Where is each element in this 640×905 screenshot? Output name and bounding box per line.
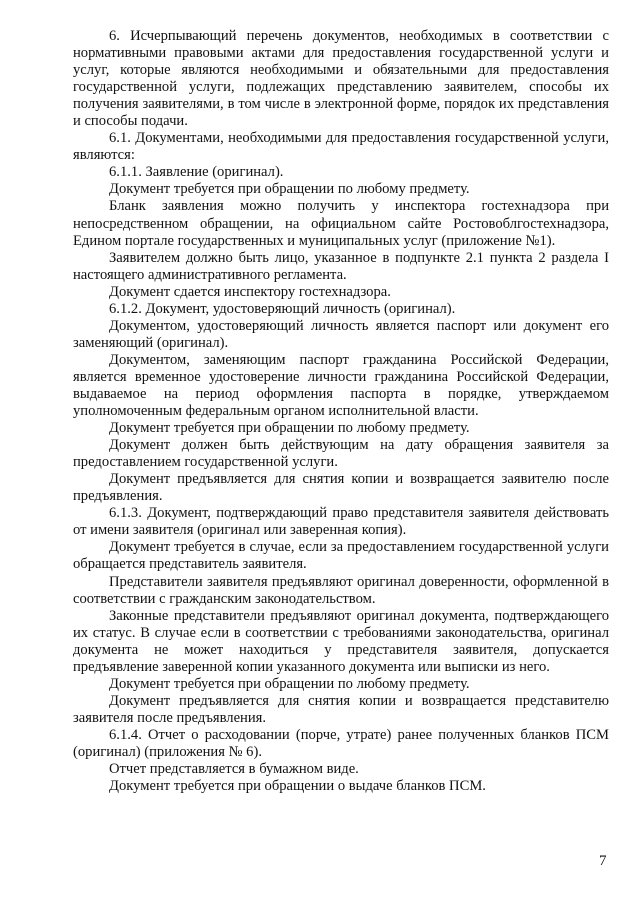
paragraph-text: Документ требуется при обращении о выдаче бланков ПСМ. [109,778,486,795]
paragraph-6-1-3: 6.1.3. Документ, подтверждающий право представителя заявителя действовать от имени заявителя (оригинал или заверенная копия). [73,505,609,539]
paragraph-text: Документ предъявляется для снятия копии и возвращается представителю заявителя после предъявления. [73,692,609,726]
paragraph-text: Документ сдается инспектору гостехнадзора. [109,283,391,300]
paragraph-text: Документ требуется при обращении по любому предмету. [109,675,470,692]
paragraph-text: Отчет представляется в бумажном виде. [109,761,359,778]
paragraph-text: Бланк заявления можно получить у инспектора гостехнадзора при непосредственном обращении, на официальном сайте Ростовоблгостехнадзора, Едином портале государственных и муниципальных услуг (приложение №1). [73,198,609,249]
paragraph-text: Документ требуется при обращении по любому предмету. [109,181,470,198]
paragraph-6: 6. Исчерпывающий перечень документов, необходимых в соответствии с нормативными правовыми актами для предоставления государственной услуги и услуг, которые являются необходимыми и обязательными для предоставления государственной услуги, подлежащих представлению заявителем, способы их получения заявителями, в том числе в электронной форме, порядок их представления и способы подачи. [73,28,609,130]
paragraph-text: Законные представители предъявляют оригинал документа, подтверждающего их статус. В случае если в соответствии с требованиями законодательства, оригинал документа не может находиться у представителя заявителя, допускается предъявление заверенной копии указанного документа или выписки из него. [73,607,609,675]
page-number: 7 [599,853,607,869]
paragraph-text: Документ требуется при обращении по любому предмету. [109,420,470,437]
paragraph-text: Документ требуется в случае, если за предоставлением государственной услуги обращается представитель заявителя. [73,539,609,573]
paragraph-text: Документ предъявляется для снятия копии и возвращается заявителю после предъявления. [73,471,609,505]
paragraph-text: Представители заявителя предъявляют оригинал доверенности, оформленной в соответствии с гражданским законодательством. [73,573,609,607]
paragraph-6-1-2: 6.1.2. Документ, удостоверяющий личность (оригинал). [109,300,456,317]
document-body [73,28,609,795]
paragraph-6-1-4: 6.1.4. Отчет о расходовании (порче, утрате) ранее полученных бланков ПСМ (оригинал) (приложения № 6). [73,726,609,760]
paragraph-text: Заявителем должно быть лицо, указанное в подпункте 2.1 пункта 2 раздела I настоящего административного регламента. [73,249,609,283]
paragraph-text: Документ должен быть действующим на дату обращения заявителя за предоставлением государственной услуги. [73,437,609,471]
paragraph-text: Документом, заменяющим паспорт гражданина Российской Федерации, является временное удостоверение личности гражданина Российской Федерации, выдаваемое на период оформления паспорта в порядке, утверждаемом уполномоченным федеральным органом исполнительной власти. [73,351,609,420]
paragraph-6-1: 6.1. Документами, необходимыми для предоставления государственной услуги, являются: [73,130,609,164]
paragraph-6-1-1: 6.1.1. Заявление (оригинал). [109,164,284,181]
paragraph-text: Документом, удостоверяющий личность является паспорт или документ его заменяющий (оригинал). [73,317,609,351]
